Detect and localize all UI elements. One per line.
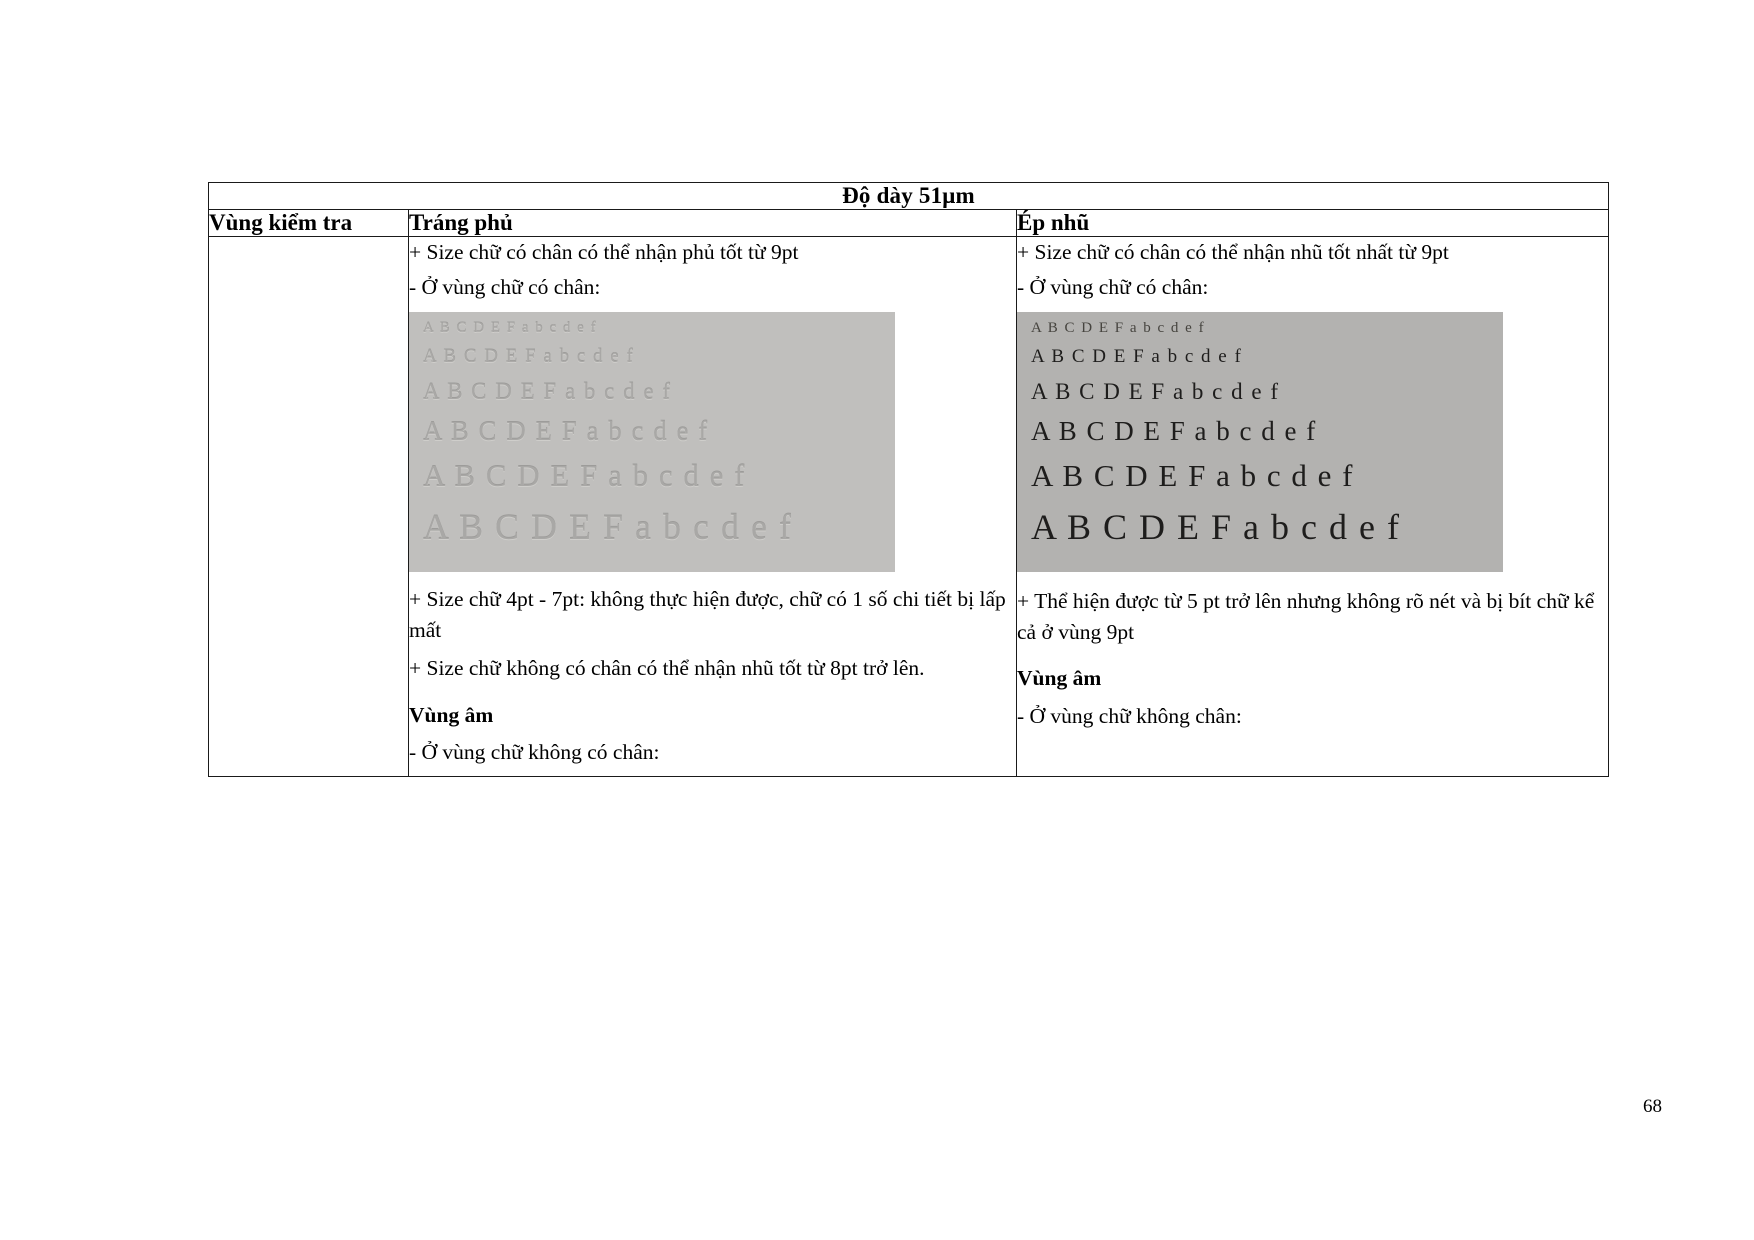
table-row-content (209, 237, 1609, 777)
specimen-line-6: A B C D E F a b c d e f (1031, 507, 1401, 548)
foil-specimen-photo (1017, 312, 1503, 572)
specimen-line-1: A B C D E F a b c d e f (1031, 320, 1206, 337)
foil-line-2: - Ở vùng chữ có chân: (1017, 274, 1209, 299)
specimen-line-2: A B C D E F a b c d e f (1031, 346, 1243, 368)
specimen-line-3: A B C D E F a b c d e f (1031, 379, 1280, 405)
coating-line-3: + Size chữ 4pt - 7pt: không thực hiện được, chữ có 1 số chi tiết bị lấp mất (409, 587, 1006, 642)
cell-coating (409, 237, 1017, 777)
foil-subheading: Vùng âm (1017, 666, 1102, 691)
foil-line-3: + Thể hiện được từ 5 pt trở lên nhưng không rõ nét và bị bít chữ kể cả ở vùng 9pt (1017, 589, 1595, 644)
coating-line-4: + Size chữ không có chân có thể nhận nhũ tốt từ 8pt trở lên. (409, 656, 925, 681)
specimen-line-1: A B C D E F a b c d e f (423, 320, 598, 337)
table-row-headers (209, 210, 1609, 237)
coating-specimen-photo (409, 312, 895, 572)
table-row-title (209, 183, 1609, 210)
specimen-line-6: A B C D E F a b c d e f (423, 507, 793, 548)
foil-line-4: - Ở vùng chữ không chân: (1017, 703, 1242, 728)
specification-table (208, 182, 1609, 777)
specimen-line-3: A B C D E F a b c d e f (423, 379, 672, 405)
foil-line-1: + Size chữ có chân có thể nhận nhũ tốt nhất từ 9pt (1017, 240, 1449, 264)
cell-foil (1017, 237, 1609, 777)
specimen-line-2: A B C D E F a b c d e f (423, 346, 635, 368)
coating-line-1: + Size chữ có chân có thể nhận phủ tốt từ 9pt (409, 240, 799, 264)
table-title: Độ dày 51μm (209, 183, 1609, 210)
page-number: 68 (1643, 1096, 1662, 1117)
coating-line-5: - Ở vùng chữ không có chân: (409, 740, 660, 765)
specimen-line-4: A B C D E F a b c d e f (423, 416, 709, 447)
specimen-line-5: A B C D E F a b c d e f (1031, 458, 1354, 494)
column-header-check-area: Vùng kiểm tra (209, 210, 409, 237)
specimen-line-4: A B C D E F a b c d e f (1031, 416, 1317, 447)
column-header-foil: Ép nhũ (1017, 210, 1609, 237)
column-header-coating: Tráng phủ (409, 210, 1017, 237)
cell-check-area (209, 237, 409, 777)
coating-subheading: Vùng âm (409, 702, 494, 727)
coating-line-2: - Ở vùng chữ có chân: (409, 274, 601, 299)
specimen-line-5: A B C D E F a b c d e f (423, 458, 746, 494)
